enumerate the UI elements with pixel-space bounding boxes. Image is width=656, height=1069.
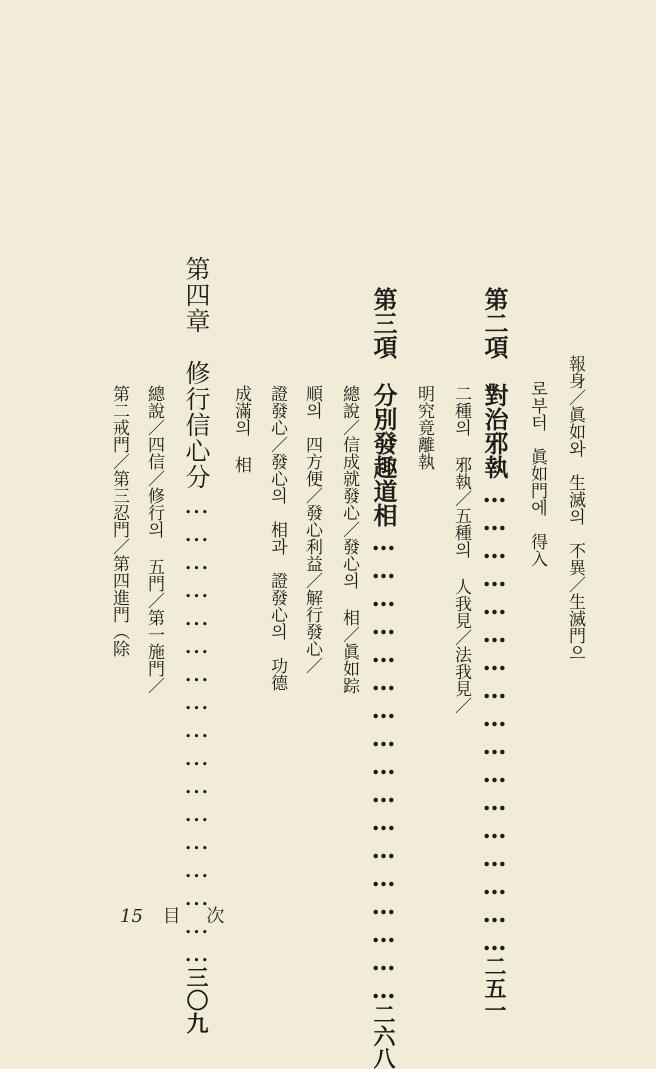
page-number: 二六八 [370,1003,396,1069]
footer-page-number: 15 [120,906,143,927]
toc-sub-line: 總說／信成就發心／發心의 相／眞如踪 [339,385,359,694]
leader-dots: …………………………………………… [182,490,211,966]
page-number: 三〇九 [183,966,209,1035]
heading-title: 第二項 對治邪執 [480,287,509,479]
toc-sub-line: 報身／眞如와 生滅의 不異／生滅門으 [565,355,585,661]
toc-heading-third-item [369,287,398,1069]
page-footer [120,902,224,928]
toc-sub-line: 로부터 眞如門에 得入 [527,380,547,567]
toc-sub-line: 總說／四信／修行의 五門／第一施門／ [144,385,164,694]
page-number: 二五一 [481,955,507,1021]
footer-title: 次 [206,906,225,927]
footer-title: 目 [162,906,181,927]
toc-sub-line: 二種의 邪執／五種의 人我見／法我見／ [451,385,471,714]
leader-dots: …………………………………………… [480,479,509,955]
toc-sub-line: 證發心／發心의 相과 證發心의 功德 [267,385,287,691]
toc-heading-second-item [480,287,509,1021]
toc-sub-line: 第二戒門／第三忍門／第四進門（除 [109,385,129,657]
toc-sub-line: 順의 四方便／發心利益／解行發心／ [302,385,322,674]
heading-title: 第三項 分別發趣道相 [369,287,398,527]
toc-sub-line: 明究竟離執 [414,385,434,470]
heading-title: 第四章 修行信心分 [182,256,211,490]
toc-sub-line: 成滿의 相 [231,385,251,473]
leader-dots: …………………………………………… [369,527,398,1003]
